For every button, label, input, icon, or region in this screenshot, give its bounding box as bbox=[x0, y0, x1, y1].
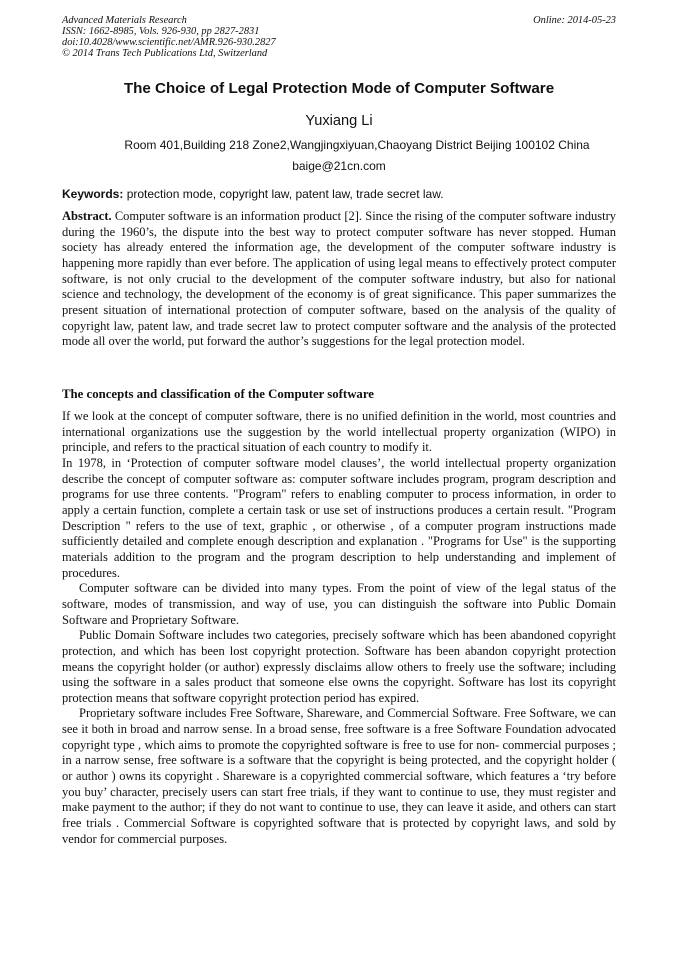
journal-header bbox=[62, 15, 616, 59]
paragraph: Proprietary software includes Free Software, Shareware, and Commercial Software. Free Software, we can see it both in broad and narrow sense. In a broad sense, free software is a free Software Foundation advocated copyright type , which aims to promote the copyrighted software is free to use for non- commercial purposes ; in a narrow sense, free software is a software that the copyright is being protected, and the copyright holder ( or author ) owns its copyright . Shareware is a copyrighted commercial software, which features a ‘try before you buy’ character, precisely users can start free trials, if they want to continue to use, they must register and make payment to the author; if they do not want to continue to use, they can leave it aside, and others can start free trials . Commercial Software is copyrighted software that is protected by copyright laws, and sold by vendor for commercial purposes. bbox=[62, 706, 616, 846]
paragraph: Public Domain Software includes two categories, precisely software which has been abandoned copyright protection, and which has been lost copyright protection. Software has been abandon copyright protection means the copyright holder (or author) expressly disclaims allow others to freely use the software; including using the software in a sales product that someone else owns the copyright. Software has lost its copyright protection means that software copyright protection period has expired. bbox=[62, 628, 616, 705]
keywords bbox=[62, 187, 616, 201]
section-heading: The concepts and classification of the Computer software bbox=[62, 387, 374, 401]
section-body bbox=[62, 409, 616, 847]
author-email: baige@21cn.com bbox=[292, 159, 386, 173]
online-date: Online: 2014-05-23 bbox=[533, 15, 616, 26]
paragraph: In 1978, in ‘Protection of computer software model clauses’, the world intellectual property organization describe the concept of computer software as: computer software includes program, program description and programs for use three contents. "Program" refers to enabling computer to process information, in order to apply a certain function, complete a certain task or use set of instructions produces a certain result. "Program Description " refers to the use of text, graphic , or otherwise , of a computer program instructions made sufficiently detailed and complete enough description and explanation . "Programs for Use" is the supporting materials addition to the program and the program description to help understanding and implement of procedures. bbox=[62, 455, 616, 580]
keywords-text: protection mode, copyright law, patent law, trade secret law. bbox=[123, 187, 444, 201]
abstract-text: Computer software is an information product [2]. Since the rising of the computer software industry during the 1960’s, the dispute into the best way to protect computer software has never stopped. Human society has already entered the information age, the development of the computer software industry is happening more rapidly than ever before. The application of using legal means to effectively protect computer software, is not only crucial to the development of the computer software industry, but also for national science and technology, the development of the economy is of great significance. This paper summarizes the present situation of international protection of computer software, based on the analysis of the quality of copyright law, patent law, and trade secret law to protect computer software and the analysis of the protected mode all over the world, put forward the author’s suggestions for the legal protection model. bbox=[62, 209, 616, 349]
doi-line: doi:10.4028/www.scientific.net/AMR.926-930.2827 bbox=[62, 37, 276, 48]
issn-line: ISSN: 1662-8985, Vols. 926-930, pp 2827-2831 bbox=[62, 26, 260, 37]
paragraph: If we look at the concept of computer software, there is no unified definition in the world, most countries and international organizations use the suggestion by the world intellectual property organization (WIPO) in principle, and refers to the practical situation of each country to modify it. bbox=[62, 409, 616, 455]
paper-title: The Choice of Legal Protection Mode of Computer Software bbox=[123, 80, 555, 97]
author-name: Yuxiang Li bbox=[305, 113, 373, 129]
abstract-label: Abstract. bbox=[62, 209, 112, 223]
copyright-line: © 2014 Trans Tech Publications Ltd, Switzerland bbox=[62, 48, 268, 59]
author-affiliation: Room 401,Building 218 Zone2,Wangjingxiyuan,Chaoyang District Beijing 100102 China bbox=[124, 138, 590, 152]
keywords-label: Keywords: bbox=[62, 187, 124, 201]
journal-name: Advanced Materials Research bbox=[62, 15, 187, 26]
abstract bbox=[62, 209, 616, 350]
paragraph: Computer software can be divided into many types. From the point of view of the legal status of the software, modes of transmission, and way of use, you can distinguish the software into Public Domain Software and Proprietary Software. bbox=[62, 581, 616, 627]
